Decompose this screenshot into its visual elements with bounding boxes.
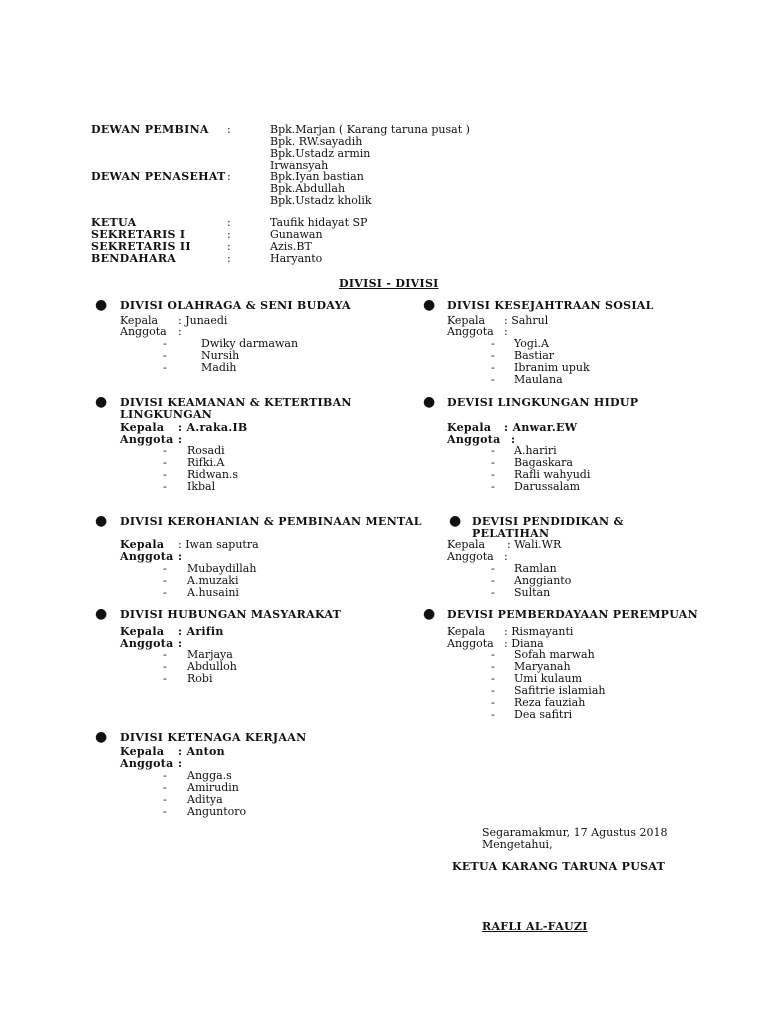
- dash: -: [491, 672, 495, 685]
- member-name: Safitrie islamiah: [514, 684, 606, 697]
- kepala-label: Kepala: [120, 625, 165, 638]
- kepala-name: : Junaedi: [178, 314, 228, 327]
- colon: :: [227, 240, 231, 253]
- bullet-icon: ●: [95, 513, 108, 529]
- dash: -: [163, 769, 167, 782]
- member-name: Bastiar: [514, 349, 555, 362]
- kepala-name: : A.raka.IB: [178, 421, 248, 434]
- dash: -: [491, 444, 495, 457]
- colon: :: [227, 228, 231, 241]
- dash: -: [163, 793, 167, 806]
- kepala-name: : Sahrul: [504, 314, 549, 327]
- kepala-name: : Arifin: [178, 625, 224, 638]
- member-name: Aditya: [187, 793, 223, 806]
- anggota-label: Anggota: [447, 637, 494, 650]
- kepala-name: : Anton: [178, 745, 225, 758]
- dash: -: [491, 468, 495, 481]
- bullet-icon: ●: [95, 297, 108, 313]
- member-name: Reza fauziah: [514, 696, 586, 709]
- bendahara-label: BENDAHARA: [91, 252, 177, 265]
- bendahara-name: Haryanto: [270, 252, 323, 265]
- division-title: DEVISI PEMBERDAYAAN PEREMPUAN: [447, 608, 698, 621]
- colon: :: [227, 252, 231, 265]
- bullet-icon: ●: [95, 606, 108, 622]
- dash: -: [163, 574, 167, 587]
- anggota-colon: :: [178, 433, 183, 446]
- anggota-colon: :: [178, 637, 183, 650]
- member-name: Mubaydillah: [187, 562, 257, 575]
- dash: -: [491, 660, 495, 673]
- division-title: DIVISI KESEJAHTRAAN SOSIAL: [447, 299, 654, 312]
- kepala-name: : Anwar.EW: [504, 421, 578, 434]
- anggota-label: Anggota: [120, 325, 167, 338]
- anggota-colon: :: [178, 325, 182, 338]
- member-name: Angga.s: [187, 769, 232, 782]
- dash: -: [163, 781, 167, 794]
- dash: -: [163, 672, 167, 685]
- dash: -: [163, 468, 167, 481]
- member-name: Abdulloh: [187, 660, 237, 673]
- signatory-name: RAFLI AL-FAUZI: [482, 920, 588, 933]
- dash: -: [163, 586, 167, 599]
- place-date: Segaramakmur, 17 Agustus 2018: [482, 826, 668, 839]
- member-name: Amirudin: [187, 781, 239, 794]
- division-title: DIVISI KEROHANIAN & PEMBINAAN MENTAL: [120, 515, 422, 528]
- bullet-icon: ●: [423, 394, 436, 410]
- member-name: Umi kulaum: [514, 672, 583, 685]
- dash: -: [163, 361, 167, 374]
- member-name: Dwiky darmawan: [201, 337, 299, 350]
- anggota-label: Anggota: [447, 550, 494, 563]
- member-name: Anguntoro: [187, 805, 247, 818]
- member-name: Sofah marwah: [514, 648, 595, 661]
- member-name: Nursih: [201, 349, 240, 362]
- bullet-icon: ●: [423, 606, 436, 622]
- kepala-label: Kepala: [120, 745, 165, 758]
- colon: :: [227, 216, 231, 229]
- dash: -: [491, 696, 495, 709]
- dash: -: [491, 586, 495, 599]
- dash: -: [163, 349, 167, 362]
- dash: -: [491, 337, 495, 350]
- anggota-label: Anggota: [120, 757, 174, 770]
- bullet-icon: ●: [95, 729, 108, 745]
- sekretaris-2-name: Azis.BT: [270, 240, 312, 253]
- dash: -: [491, 373, 495, 386]
- dash: -: [163, 337, 167, 350]
- anggota-label: Anggota: [120, 550, 174, 563]
- kepala-label: Kepala: [120, 314, 159, 327]
- dash: -: [163, 480, 167, 493]
- dash: -: [163, 805, 167, 818]
- member-name: Rosadi: [187, 444, 225, 457]
- member-name: Bpk.Iyan bastian: [270, 170, 364, 183]
- member-name: Bpk. RW.sayadih: [270, 135, 363, 148]
- division-title: DEVISI PENDIDIKAN &: [472, 515, 624, 528]
- member-name: A.muzaki: [187, 574, 239, 587]
- member-name: Ramlan: [514, 562, 557, 575]
- division-title: PELATIHAN: [472, 527, 550, 540]
- dash: -: [491, 684, 495, 697]
- member-name: Bpk.Ustadz armin: [270, 147, 371, 160]
- kepala-label: Kepala: [120, 421, 165, 434]
- anggota-label: Anggota: [120, 433, 174, 446]
- division-title: DIVISI HUBUNGAN MASYARAKAT: [120, 608, 342, 621]
- dash: -: [163, 648, 167, 661]
- division-title: DIVISI KETENAGA KERJAAN: [120, 731, 307, 744]
- anggota-colon: :: [504, 550, 508, 563]
- dash: -: [163, 456, 167, 469]
- member-name: Bpk.Ustadz kholik: [270, 194, 372, 207]
- member-name: Ibranim upuk: [514, 361, 590, 374]
- member-name: Irwansyah: [270, 159, 329, 172]
- ketua-name: Taufik hidayat SP: [270, 216, 368, 229]
- kepala-label: Kepala: [447, 421, 492, 434]
- sekretaris-1-name: Gunawan: [270, 228, 323, 241]
- anggota-colon: :: [504, 325, 508, 338]
- dewan-penasehat-label: DEWAN PENASEHAT: [91, 170, 226, 183]
- member-name: Bpk.Marjan ( Karang taruna pusat ): [270, 123, 470, 136]
- dash: -: [491, 456, 495, 469]
- anggota-label: Anggota: [120, 637, 174, 650]
- member-name: Maulana: [514, 373, 563, 386]
- kepala-name: : Wali.WR: [507, 538, 562, 551]
- bullet-icon: ●: [449, 513, 462, 529]
- dash: -: [491, 349, 495, 362]
- signatory-position: KETUA KARANG TARUNA PUSAT: [452, 860, 666, 873]
- member-name: Dea safitri: [514, 708, 573, 721]
- member-name: Ikbal: [187, 480, 216, 493]
- member-name: Sultan: [514, 586, 551, 599]
- member-name: Rafli wahyudi: [514, 468, 591, 481]
- dash: -: [163, 660, 167, 673]
- division-title: LINGKUNGAN: [120, 408, 213, 421]
- dash: -: [491, 648, 495, 661]
- anggota-label: Anggota: [447, 433, 501, 446]
- ketua-label: KETUA: [91, 216, 137, 229]
- dash: -: [491, 562, 495, 575]
- member-name: Yogi.A: [514, 337, 549, 350]
- anggota-colon: :: [511, 433, 516, 446]
- dewan-pembina-label: DEWAN PEMBINA: [91, 123, 209, 136]
- member-name: A.husaini: [187, 586, 239, 599]
- bullet-icon: ●: [95, 394, 108, 410]
- dash: -: [491, 480, 495, 493]
- division-title: DEVISI LINGKUNGAN HIDUP: [447, 396, 639, 409]
- bullet-icon: ●: [423, 297, 436, 313]
- division-title: DIVISI KEAMANAN & KETERTIBAN: [120, 396, 352, 409]
- kepala-label: Kepala: [447, 625, 486, 638]
- kepala-label: Kepala: [447, 314, 486, 327]
- dash: -: [491, 361, 495, 374]
- colon: :: [227, 170, 231, 183]
- member-name: Anggianto: [514, 574, 572, 587]
- sekretaris-1-label: SEKRETARIS I: [91, 228, 186, 241]
- mengetahui-text: Mengetahui,: [482, 838, 553, 851]
- member-name: Robi: [187, 672, 213, 685]
- dash: -: [491, 574, 495, 587]
- member-name: Ridwan.s: [187, 468, 239, 481]
- divisi-heading: DIVISI - DIVISI: [339, 277, 439, 290]
- member-name: Rifki.A: [187, 456, 225, 469]
- anggota-colon: :: [178, 550, 183, 563]
- member-name: Madih: [201, 361, 237, 374]
- anggota-colon: :: [178, 757, 183, 770]
- member-name: Bpk.Abdullah: [270, 182, 346, 195]
- division-title: DIVISI OLAHRAGA & SENI BUDAYA: [120, 299, 351, 312]
- anggota-colon: : Diana: [504, 637, 544, 650]
- dash: -: [163, 562, 167, 575]
- dash: -: [163, 444, 167, 457]
- member-name: Bagaskara: [514, 456, 573, 469]
- member-name: A.hariri: [514, 444, 557, 457]
- kepala-label: Kepala: [120, 538, 165, 551]
- colon: :: [227, 123, 231, 136]
- kepala-name: : Iwan saputra: [178, 538, 259, 551]
- anggota-label: Anggota: [447, 325, 494, 338]
- kepala-name: : Rismayanti: [504, 625, 574, 638]
- member-name: Marjaya: [187, 648, 233, 661]
- member-name: Maryanah: [514, 660, 571, 673]
- kepala-label: Kepala: [447, 538, 486, 551]
- member-name: Darussalam: [514, 480, 581, 493]
- dash: -: [491, 708, 495, 721]
- sekretaris-2-label: SEKRETARIS II: [91, 240, 191, 253]
